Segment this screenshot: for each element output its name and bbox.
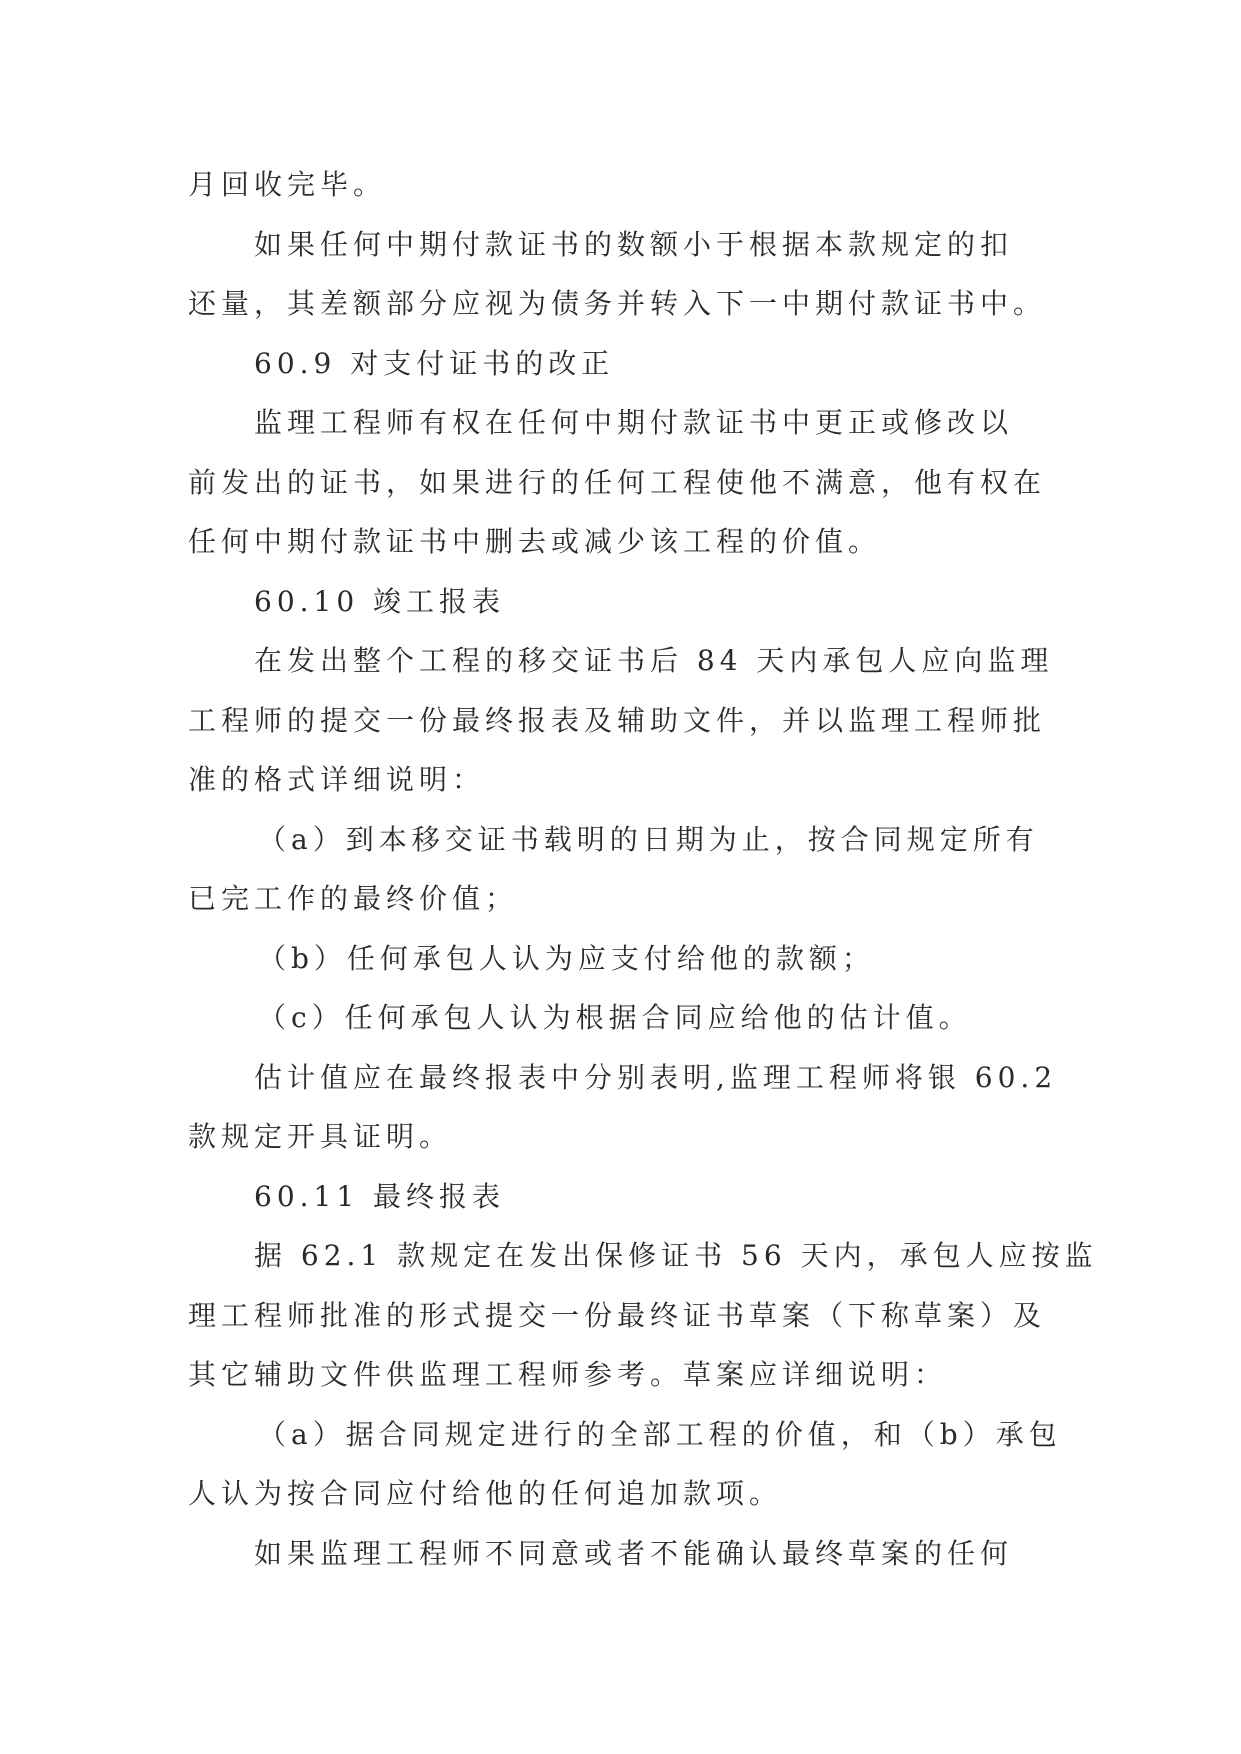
text-line: 监理工程师有权在任何中期付款证书中更正或修改以 bbox=[254, 406, 1014, 439]
text-line: 月回收完毕。 bbox=[188, 168, 387, 201]
text-line: （b）任何承包人认为应支付给他的款额； bbox=[258, 941, 875, 975]
text-line: 60.10 竣工报表 bbox=[254, 584, 506, 618]
text-line: 60.9 对支付证书的改正 bbox=[254, 346, 615, 380]
body-text bbox=[188, 155, 1098, 1583]
text-line: 在发出整个工程的移交证书后 84 天内承包人应向监理 bbox=[254, 644, 1054, 677]
text-line: 人认为按合同应付给他的任何追加款项。 bbox=[188, 1477, 783, 1510]
text-line: 还量，其差额部分应视为债务并转入下一中期付款证书中。 bbox=[188, 287, 1047, 320]
text-line: 前发出的证书，如果进行的任何工程使他不满意，他有权在 bbox=[188, 465, 1047, 499]
text-line: （c）任何承包人认为根据合同应给他的估计值。 bbox=[258, 1001, 972, 1034]
text-line: 工程师的提交一份最终报表及辅助文件，并以监理工程师批 bbox=[188, 703, 1047, 737]
text-line: （a）据合同规定进行的全部工程的价值，和（b）承包 bbox=[258, 1417, 1062, 1451]
text-line: 理工程师批准的形式提交一份最终证书草案（下称草案）及 bbox=[188, 1298, 1047, 1332]
text-line: 准的格式详细说明： bbox=[188, 763, 486, 796]
text-line: 据 62.1 款规定在发出保修证书 56 天内，承包人应按监 bbox=[254, 1239, 1098, 1272]
text-line: （a）到本移交证书载明的日期为止，按合同规定所有 bbox=[258, 822, 1039, 856]
text-line: 估计值应在最终报表中分别表明,监理工程师将银 60.2 bbox=[254, 1060, 1058, 1094]
text-line: 已完工作的最终价值； bbox=[188, 882, 519, 915]
text-line: 如果监理工程师不同意或者不能确认最终草案的任何 bbox=[254, 1536, 1014, 1570]
text-line: 款规定开具证明。 bbox=[188, 1120, 453, 1153]
text-line: 60.11 最终报表 bbox=[254, 1179, 506, 1213]
text-line: 如果任何中期付款证书的数额小于根据本款规定的扣 bbox=[254, 227, 1014, 261]
text-line: 其它辅助文件供监理工程师参考。草案应详细说明： bbox=[188, 1358, 948, 1391]
text-line: 任何中期付款证书中删去或减少该工程的价值。 bbox=[188, 525, 882, 558]
